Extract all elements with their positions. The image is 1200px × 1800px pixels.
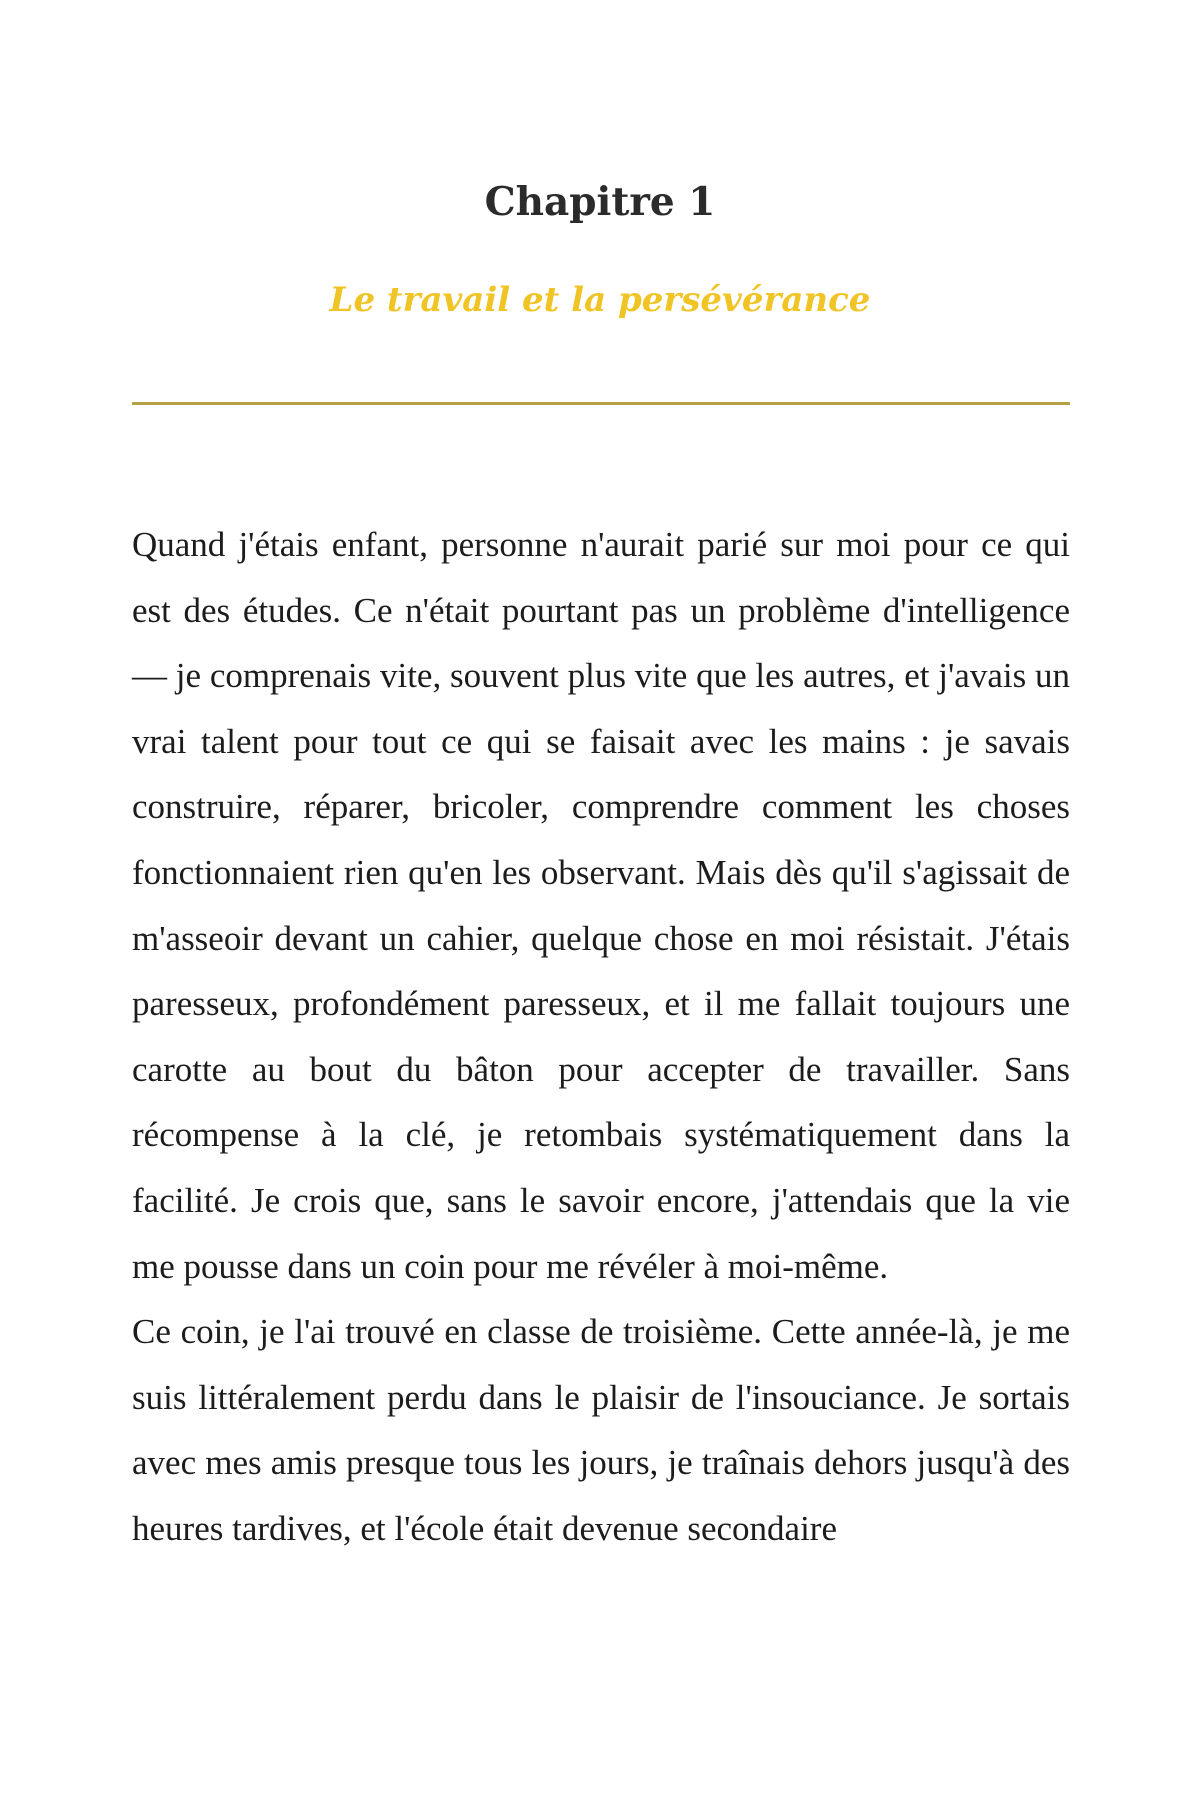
chapter-divider	[132, 402, 1070, 405]
body-paragraph-2: Ce coin, je l'ai trouvé en classe de troisième. Cette année-là, je me suis littéralement perdu dans le plaisir de l'insouciance. Je sortais avec mes amis presque tous les jours, je traînais dehors jusqu'à des heures tardives, et l'école était devenue secondaire	[132, 1312, 1070, 1548]
chapter-body	[132, 512, 1070, 1562]
chapter-title: Chapitre 1	[484, 179, 716, 225]
body-paragraph-1: Quand j'étais enfant, personne n'aurait parié sur moi pour ce qui est des études. Ce n'était pourtant pas un problème d'intelligence — je comprenais vite, souvent plus vite que les autres, et j'avais un vrai talent pour tout ce qui se faisait avec les mains : je savais construire, réparer, bricoler, comprendre comment les choses fonctionnaient rien qu'en les observant. Mais dès qu'il s'agissait de m'asseoir devant un cahier, quelque chose en moi résistait. J'étais paresseux, profondément paresseux, et il me fallait toujours une carotte au bout du bâton pour accepter de travailler. Sans récompense à la clé, je retombais systématiquement dans la facilité. Je crois que, sans le savoir encore, j'attendais que la vie me pousse dans un coin pour me révéler à moi-même.	[132, 525, 1070, 1286]
chapter-subtitle: Le travail et la persévérance	[329, 280, 871, 320]
